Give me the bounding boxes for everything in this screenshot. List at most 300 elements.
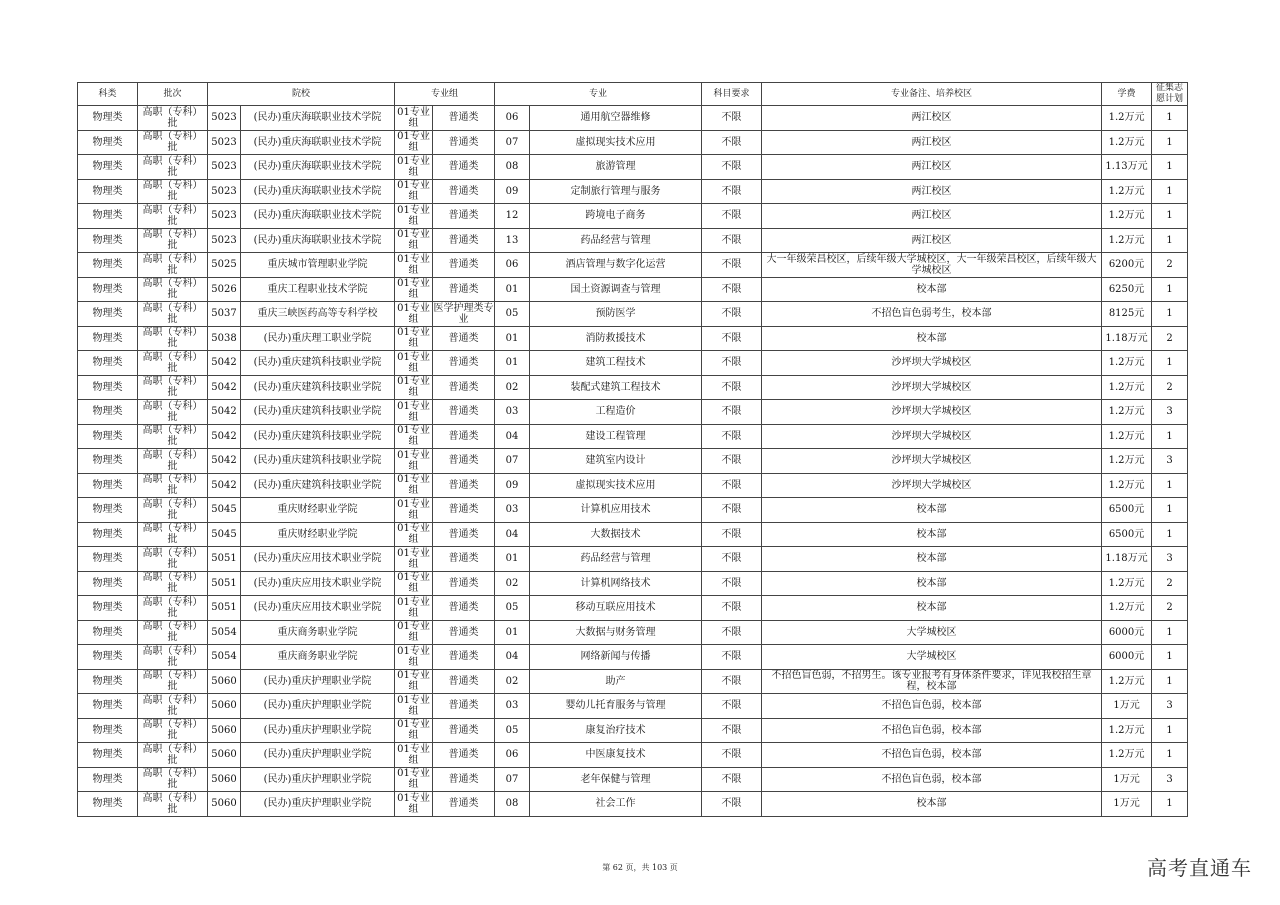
note-cell: 不招色盲色弱考生，校本部 — [762, 302, 1102, 327]
major-name-cell: 婴幼儿托育服务与管理 — [530, 694, 702, 719]
category-cell: 物理类 — [78, 596, 138, 621]
batch-cell: 高职（专科）批 — [138, 204, 208, 229]
note-cell: 校本部 — [762, 792, 1102, 817]
major-name-cell: 酒店管理与数字化运营 — [530, 253, 702, 278]
major-code-cell: 01 — [495, 277, 530, 302]
note-cell: 校本部 — [762, 326, 1102, 351]
note-cell: 沙坪坝大学城校区 — [762, 400, 1102, 425]
plan-cell: 1 — [1152, 498, 1188, 523]
plan-cell: 2 — [1152, 571, 1188, 596]
batch-cell: 高职（专科）批 — [138, 326, 208, 351]
fee-cell: 1.13万元 — [1102, 155, 1152, 180]
note-cell: 沙坪坝大学城校区 — [762, 375, 1102, 400]
table-row — [78, 522, 1188, 547]
subject-requirement-cell: 不限 — [702, 718, 762, 743]
school-code-cell: 5060 — [208, 718, 241, 743]
note-cell: 沙坪坝大学城校区 — [762, 449, 1102, 474]
plan-cell: 2 — [1152, 253, 1188, 278]
subject-requirement-cell: 不限 — [702, 694, 762, 719]
batch-cell: 高职（专科）批 — [138, 767, 208, 792]
subject-requirement-cell: 不限 — [702, 424, 762, 449]
category-cell: 物理类 — [78, 277, 138, 302]
major-code-cell: 02 — [495, 669, 530, 694]
category-cell: 物理类 — [78, 375, 138, 400]
major-code-cell: 03 — [495, 498, 530, 523]
fee-cell: 1.2万元 — [1102, 596, 1152, 621]
major-code-cell: 01 — [495, 620, 530, 645]
batch-cell: 高职（专科）批 — [138, 130, 208, 155]
watermark: 高考直通车 — [1147, 856, 1252, 880]
major-name-cell: 工程造价 — [530, 400, 702, 425]
header-school: 院校 — [208, 83, 395, 106]
plan-cell: 2 — [1152, 326, 1188, 351]
school-name-cell: (民办)重庆建筑科技职业学院 — [241, 375, 395, 400]
note-cell: 不招色盲色弱，校本部 — [762, 767, 1102, 792]
fee-cell: 1.2万元 — [1102, 400, 1152, 425]
batch-cell: 高职（专科）批 — [138, 694, 208, 719]
school-name-cell: (民办)重庆护理职业学院 — [241, 743, 395, 768]
subject-requirement-cell: 不限 — [702, 228, 762, 253]
school-code-cell: 5060 — [208, 743, 241, 768]
group-cell: 01专业组 — [395, 743, 433, 768]
school-code-cell: 5045 — [208, 498, 241, 523]
school-name-cell: (民办)重庆建筑科技职业学院 — [241, 473, 395, 498]
major-code-cell: 09 — [495, 179, 530, 204]
fee-cell: 6500元 — [1102, 522, 1152, 547]
major-name-cell: 通用航空器维修 — [530, 106, 702, 131]
plan-cell: 1 — [1152, 228, 1188, 253]
batch-cell: 高职（专科）批 — [138, 155, 208, 180]
plan-cell: 3 — [1152, 400, 1188, 425]
fee-cell: 1.2万元 — [1102, 179, 1152, 204]
note-cell: 不招色盲色弱，校本部 — [762, 718, 1102, 743]
table-row — [78, 351, 1188, 376]
header-category: 科类 — [78, 83, 138, 106]
fee-cell: 1万元 — [1102, 694, 1152, 719]
note-cell: 校本部 — [762, 277, 1102, 302]
plan-cell: 3 — [1152, 694, 1188, 719]
school-name-cell: (民办)重庆海联职业技术学院 — [241, 228, 395, 253]
major-code-cell: 07 — [495, 130, 530, 155]
batch-cell: 高职（专科）批 — [138, 400, 208, 425]
group-type-cell: 普通类 — [433, 645, 495, 670]
category-cell: 物理类 — [78, 718, 138, 743]
table-row — [78, 792, 1188, 817]
major-code-cell: 04 — [495, 424, 530, 449]
school-code-cell: 5042 — [208, 449, 241, 474]
category-cell: 物理类 — [78, 351, 138, 376]
note-cell: 不招色盲色弱，不招男生。该专业报考有身体条件要求，详见我校招生章程，校本部 — [762, 669, 1102, 694]
major-code-cell: 05 — [495, 718, 530, 743]
school-code-cell: 5054 — [208, 645, 241, 670]
fee-cell: 1万元 — [1102, 767, 1152, 792]
batch-cell: 高职（专科）批 — [138, 302, 208, 327]
header-major: 专业 — [495, 83, 702, 106]
table-row — [78, 473, 1188, 498]
header-plan: 征集志愿计划 — [1152, 83, 1188, 106]
major-name-cell: 国土资源调查与管理 — [530, 277, 702, 302]
table-row — [78, 155, 1188, 180]
plan-cell: 1 — [1152, 179, 1188, 204]
plan-cell: 3 — [1152, 449, 1188, 474]
subject-requirement-cell: 不限 — [702, 522, 762, 547]
group-cell: 01专业组 — [395, 669, 433, 694]
note-cell: 两江校区 — [762, 130, 1102, 155]
subject-requirement-cell: 不限 — [702, 620, 762, 645]
group-type-cell: 医学护理类专业 — [433, 302, 494, 325]
major-code-cell: 09 — [495, 473, 530, 498]
group-type-cell: 普通类 — [433, 718, 495, 743]
category-cell: 物理类 — [78, 473, 138, 498]
subject-requirement-cell: 不限 — [702, 669, 762, 694]
subject-requirement-cell: 不限 — [702, 155, 762, 180]
category-cell: 物理类 — [78, 792, 138, 817]
table-row — [78, 449, 1188, 474]
note-cell: 两江校区 — [762, 228, 1102, 253]
group-type-cell: 普通类 — [433, 498, 495, 523]
table-row — [78, 694, 1188, 719]
category-cell: 物理类 — [78, 669, 138, 694]
subject-requirement-cell: 不限 — [702, 326, 762, 351]
major-code-cell: 13 — [495, 228, 530, 253]
school-code-cell: 5051 — [208, 547, 241, 572]
note-cell: 校本部 — [762, 596, 1102, 621]
category-cell: 物理类 — [78, 106, 138, 131]
group-type-cell: 普通类 — [433, 473, 495, 498]
school-code-cell: 5060 — [208, 694, 241, 719]
header-group: 专业组 — [395, 83, 495, 106]
school-code-cell: 5042 — [208, 424, 241, 449]
group-cell: 01专业组 — [395, 718, 433, 743]
subject-requirement-cell: 不限 — [702, 179, 762, 204]
plan-cell: 3 — [1152, 547, 1188, 572]
table-row — [78, 743, 1188, 768]
major-code-cell: 04 — [495, 645, 530, 670]
major-code-cell: 05 — [495, 596, 530, 621]
plan-cell: 2 — [1152, 596, 1188, 621]
major-name-cell: 定制旅行管理与服务 — [530, 179, 702, 204]
group-cell: 01专业组 — [395, 375, 433, 400]
group-type-cell: 普通类 — [433, 522, 495, 547]
category-cell: 物理类 — [78, 571, 138, 596]
fee-cell: 6000元 — [1102, 620, 1152, 645]
table-row — [78, 106, 1188, 131]
table-row — [78, 400, 1188, 425]
subject-requirement-cell: 不限 — [702, 645, 762, 670]
fee-cell: 6000元 — [1102, 645, 1152, 670]
group-type-cell: 普通类 — [433, 179, 495, 204]
note-cell: 两江校区 — [762, 106, 1102, 131]
school-code-cell: 5045 — [208, 522, 241, 547]
major-code-cell: 02 — [495, 375, 530, 400]
school-code-cell: 5042 — [208, 351, 241, 376]
batch-cell: 高职（专科）批 — [138, 106, 208, 131]
major-code-cell: 01 — [495, 326, 530, 351]
major-code-cell: 06 — [495, 743, 530, 768]
major-code-cell: 01 — [495, 351, 530, 376]
subject-requirement-cell: 不限 — [702, 571, 762, 596]
batch-cell: 高职（专科）批 — [138, 449, 208, 474]
group-cell: 01专业组 — [395, 106, 433, 131]
batch-cell: 高职（专科）批 — [138, 547, 208, 572]
table-row — [78, 571, 1188, 596]
group-cell: 01专业组 — [395, 253, 433, 278]
note-cell: 大一年级荣昌校区，后续年级大学城校区，大一年级荣昌校区，后续年级大学城校区 — [762, 253, 1102, 278]
group-type-cell: 普通类 — [433, 253, 495, 278]
group-cell: 01专业组 — [395, 694, 433, 719]
fee-cell: 1.2万元 — [1102, 375, 1152, 400]
fee-cell: 1万元 — [1102, 792, 1152, 817]
group-cell: 01专业组 — [395, 620, 433, 645]
batch-cell: 高职（专科）批 — [138, 228, 208, 253]
school-code-cell: 5042 — [208, 400, 241, 425]
major-name-cell: 药品经营与管理 — [530, 547, 702, 572]
category-cell: 物理类 — [78, 155, 138, 180]
major-code-cell: 06 — [495, 253, 530, 278]
plan-cell: 1 — [1152, 277, 1188, 302]
category-cell: 物理类 — [78, 620, 138, 645]
batch-cell: 高职（专科）批 — [138, 277, 208, 302]
fee-cell: 8125元 — [1102, 302, 1152, 327]
major-name-cell: 中医康复技术 — [530, 743, 702, 768]
school-name-cell: (民办)重庆理工职业学院 — [241, 326, 395, 351]
school-name-cell: 重庆三峡医药高等专科学校 — [241, 302, 395, 327]
note-cell: 校本部 — [762, 547, 1102, 572]
table-row — [78, 669, 1188, 694]
major-code-cell: 07 — [495, 767, 530, 792]
header-subject-requirement: 科目要求 — [702, 83, 762, 106]
major-name-cell: 虚拟现实技术应用 — [530, 130, 702, 155]
school-code-cell: 5060 — [208, 767, 241, 792]
category-cell: 物理类 — [78, 767, 138, 792]
table-row — [78, 424, 1188, 449]
group-cell: 01专业组 — [395, 645, 433, 670]
note-cell: 校本部 — [762, 498, 1102, 523]
table-row — [78, 375, 1188, 400]
group-cell: 01专业组 — [395, 792, 433, 817]
major-code-cell: 08 — [495, 792, 530, 817]
school-name-cell: 重庆商务职业学院 — [241, 620, 395, 645]
table-row — [78, 204, 1188, 229]
batch-cell: 高职（专科）批 — [138, 424, 208, 449]
major-code-cell: 04 — [495, 522, 530, 547]
group-cell: 01专业组 — [395, 351, 433, 376]
table-row — [78, 547, 1188, 572]
fee-cell: 6250元 — [1102, 277, 1152, 302]
table-row — [78, 277, 1188, 302]
major-name-cell: 建筑工程技术 — [530, 351, 702, 376]
group-type-cell: 普通类 — [433, 792, 495, 817]
school-name-cell: (民办)重庆海联职业技术学院 — [241, 155, 395, 180]
school-name-cell: (民办)重庆建筑科技职业学院 — [241, 449, 395, 474]
table-row — [78, 302, 1188, 327]
major-name-cell: 装配式建筑工程技术 — [530, 375, 702, 400]
plan-cell: 1 — [1152, 155, 1188, 180]
plan-cell: 1 — [1152, 718, 1188, 743]
subject-requirement-cell: 不限 — [702, 106, 762, 131]
group-cell: 01专业组 — [395, 155, 433, 180]
school-name-cell: 重庆财经职业学院 — [241, 522, 395, 547]
major-name-cell: 网络新闻与传播 — [530, 645, 702, 670]
plan-cell: 1 — [1152, 302, 1188, 327]
major-code-cell: 12 — [495, 204, 530, 229]
subject-requirement-cell: 不限 — [702, 473, 762, 498]
group-type-cell: 普通类 — [433, 155, 495, 180]
group-type-cell: 普通类 — [433, 547, 495, 572]
batch-cell: 高职（专科）批 — [138, 253, 208, 278]
note-cell: 沙坪坝大学城校区 — [762, 351, 1102, 376]
plan-cell: 1 — [1152, 645, 1188, 670]
school-name-cell: (民办)重庆护理职业学院 — [241, 669, 395, 694]
major-name-cell: 大数据技术 — [530, 522, 702, 547]
subject-requirement-cell: 不限 — [702, 792, 762, 817]
subject-requirement-cell: 不限 — [702, 130, 762, 155]
table-row — [78, 326, 1188, 351]
subject-requirement-cell: 不限 — [702, 351, 762, 376]
group-type-cell: 普通类 — [433, 694, 495, 719]
school-code-cell: 5023 — [208, 155, 241, 180]
batch-cell: 高职（专科）批 — [138, 498, 208, 523]
note-cell: 两江校区 — [762, 179, 1102, 204]
school-name-cell: 重庆城市管理职业学院 — [241, 253, 395, 278]
plan-cell: 1 — [1152, 424, 1188, 449]
group-cell: 01专业组 — [395, 596, 433, 621]
school-code-cell: 5025 — [208, 253, 241, 278]
major-name-cell: 建筑室内设计 — [530, 449, 702, 474]
plan-cell: 2 — [1152, 375, 1188, 400]
header-row — [78, 83, 1188, 106]
batch-cell: 高职（专科）批 — [138, 792, 208, 817]
school-code-cell: 5054 — [208, 620, 241, 645]
school-name-cell: (民办)重庆海联职业技术学院 — [241, 130, 395, 155]
group-cell: 01专业组 — [395, 277, 433, 302]
header-note: 专业备注、培养校区 — [762, 83, 1102, 106]
major-code-cell: 07 — [495, 449, 530, 474]
category-cell: 物理类 — [78, 326, 138, 351]
batch-cell: 高职（专科）批 — [138, 620, 208, 645]
subject-requirement-cell: 不限 — [702, 547, 762, 572]
school-code-cell: 5023 — [208, 106, 241, 131]
major-code-cell: 03 — [495, 694, 530, 719]
category-cell: 物理类 — [78, 179, 138, 204]
group-type-cell: 普通类 — [433, 767, 495, 792]
group-type-cell: 普通类 — [433, 571, 495, 596]
school-name-cell: 重庆财经职业学院 — [241, 498, 395, 523]
major-name-cell: 社会工作 — [530, 792, 702, 817]
group-type-cell: 普通类 — [433, 424, 495, 449]
group-type-cell: 普通类 — [433, 743, 495, 768]
subject-requirement-cell: 不限 — [702, 375, 762, 400]
group-type-cell: 普通类 — [433, 620, 495, 645]
fee-cell: 1.18万元 — [1102, 547, 1152, 572]
batch-cell: 高职（专科）批 — [138, 743, 208, 768]
group-cell: 01专业组 — [395, 302, 433, 327]
subject-requirement-cell: 不限 — [702, 449, 762, 474]
subject-requirement-cell: 不限 — [702, 302, 762, 327]
plan-cell: 1 — [1152, 106, 1188, 131]
batch-cell: 高职（专科）批 — [138, 473, 208, 498]
major-name-cell: 建设工程管理 — [530, 424, 702, 449]
group-type-cell: 普通类 — [433, 449, 495, 474]
school-code-cell: 5042 — [208, 473, 241, 498]
fee-cell: 1.2万元 — [1102, 130, 1152, 155]
school-name-cell: (民办)重庆建筑科技职业学院 — [241, 400, 395, 425]
group-cell: 01专业组 — [395, 767, 433, 792]
major-name-cell: 虚拟现实技术应用 — [530, 473, 702, 498]
group-type-cell: 普通类 — [433, 277, 495, 302]
note-cell: 两江校区 — [762, 155, 1102, 180]
table-row — [78, 767, 1188, 792]
category-cell: 物理类 — [78, 253, 138, 278]
major-name-cell: 计算机应用技术 — [530, 498, 702, 523]
school-name-cell: (民办)重庆应用技术职业学院 — [241, 571, 395, 596]
table-row — [78, 228, 1188, 253]
plan-cell: 3 — [1152, 767, 1188, 792]
group-type-cell: 普通类 — [433, 351, 495, 376]
school-code-cell: 5023 — [208, 179, 241, 204]
fee-cell: 1.2万元 — [1102, 106, 1152, 131]
batch-cell: 高职（专科）批 — [138, 718, 208, 743]
group-cell: 01专业组 — [395, 498, 433, 523]
note-cell: 不招色盲色弱，校本部 — [762, 743, 1102, 768]
group-type-cell: 普通类 — [433, 400, 495, 425]
subject-requirement-cell: 不限 — [702, 743, 762, 768]
group-type-cell: 普通类 — [433, 204, 495, 229]
school-name-cell: 重庆工程职业技术学院 — [241, 277, 395, 302]
category-cell: 物理类 — [78, 204, 138, 229]
school-name-cell: (民办)重庆应用技术职业学院 — [241, 596, 395, 621]
category-cell: 物理类 — [78, 694, 138, 719]
school-name-cell: 重庆商务职业学院 — [241, 645, 395, 670]
subject-requirement-cell: 不限 — [702, 277, 762, 302]
plan-cell: 1 — [1152, 351, 1188, 376]
batch-cell: 高职（专科）批 — [138, 596, 208, 621]
table-row — [78, 498, 1188, 523]
school-name-cell: (民办)重庆护理职业学院 — [241, 792, 395, 817]
plan-cell: 1 — [1152, 669, 1188, 694]
fee-cell: 1.2万元 — [1102, 718, 1152, 743]
school-name-cell: (民办)重庆护理职业学院 — [241, 767, 395, 792]
group-cell: 01专业组 — [395, 228, 433, 253]
batch-cell: 高职（专科）批 — [138, 571, 208, 596]
table-row — [78, 179, 1188, 204]
group-cell: 01专业组 — [395, 326, 433, 351]
major-name-cell: 预防医学 — [530, 302, 702, 327]
batch-cell: 高职（专科）批 — [138, 351, 208, 376]
plan-cell: 1 — [1152, 204, 1188, 229]
category-cell: 物理类 — [78, 522, 138, 547]
major-name-cell: 药品经营与管理 — [530, 228, 702, 253]
school-code-cell: 5038 — [208, 326, 241, 351]
subject-requirement-cell: 不限 — [702, 204, 762, 229]
fee-cell: 1.2万元 — [1102, 473, 1152, 498]
note-cell: 校本部 — [762, 522, 1102, 547]
school-code-cell: 5051 — [208, 571, 241, 596]
note-cell: 校本部 — [762, 571, 1102, 596]
table-row — [78, 620, 1188, 645]
category-cell: 物理类 — [78, 547, 138, 572]
batch-cell: 高职（专科）批 — [138, 669, 208, 694]
major-name-cell: 大数据与财务管理 — [530, 620, 702, 645]
major-code-cell: 02 — [495, 571, 530, 596]
major-name-cell: 康复治疗技术 — [530, 718, 702, 743]
school-name-cell: (民办)重庆建筑科技职业学院 — [241, 351, 395, 376]
school-name-cell: (民办)重庆海联职业技术学院 — [241, 179, 395, 204]
school-code-cell: 5042 — [208, 375, 241, 400]
admission-table — [77, 82, 1188, 817]
group-cell: 01专业组 — [395, 547, 433, 572]
group-cell: 01专业组 — [395, 571, 433, 596]
